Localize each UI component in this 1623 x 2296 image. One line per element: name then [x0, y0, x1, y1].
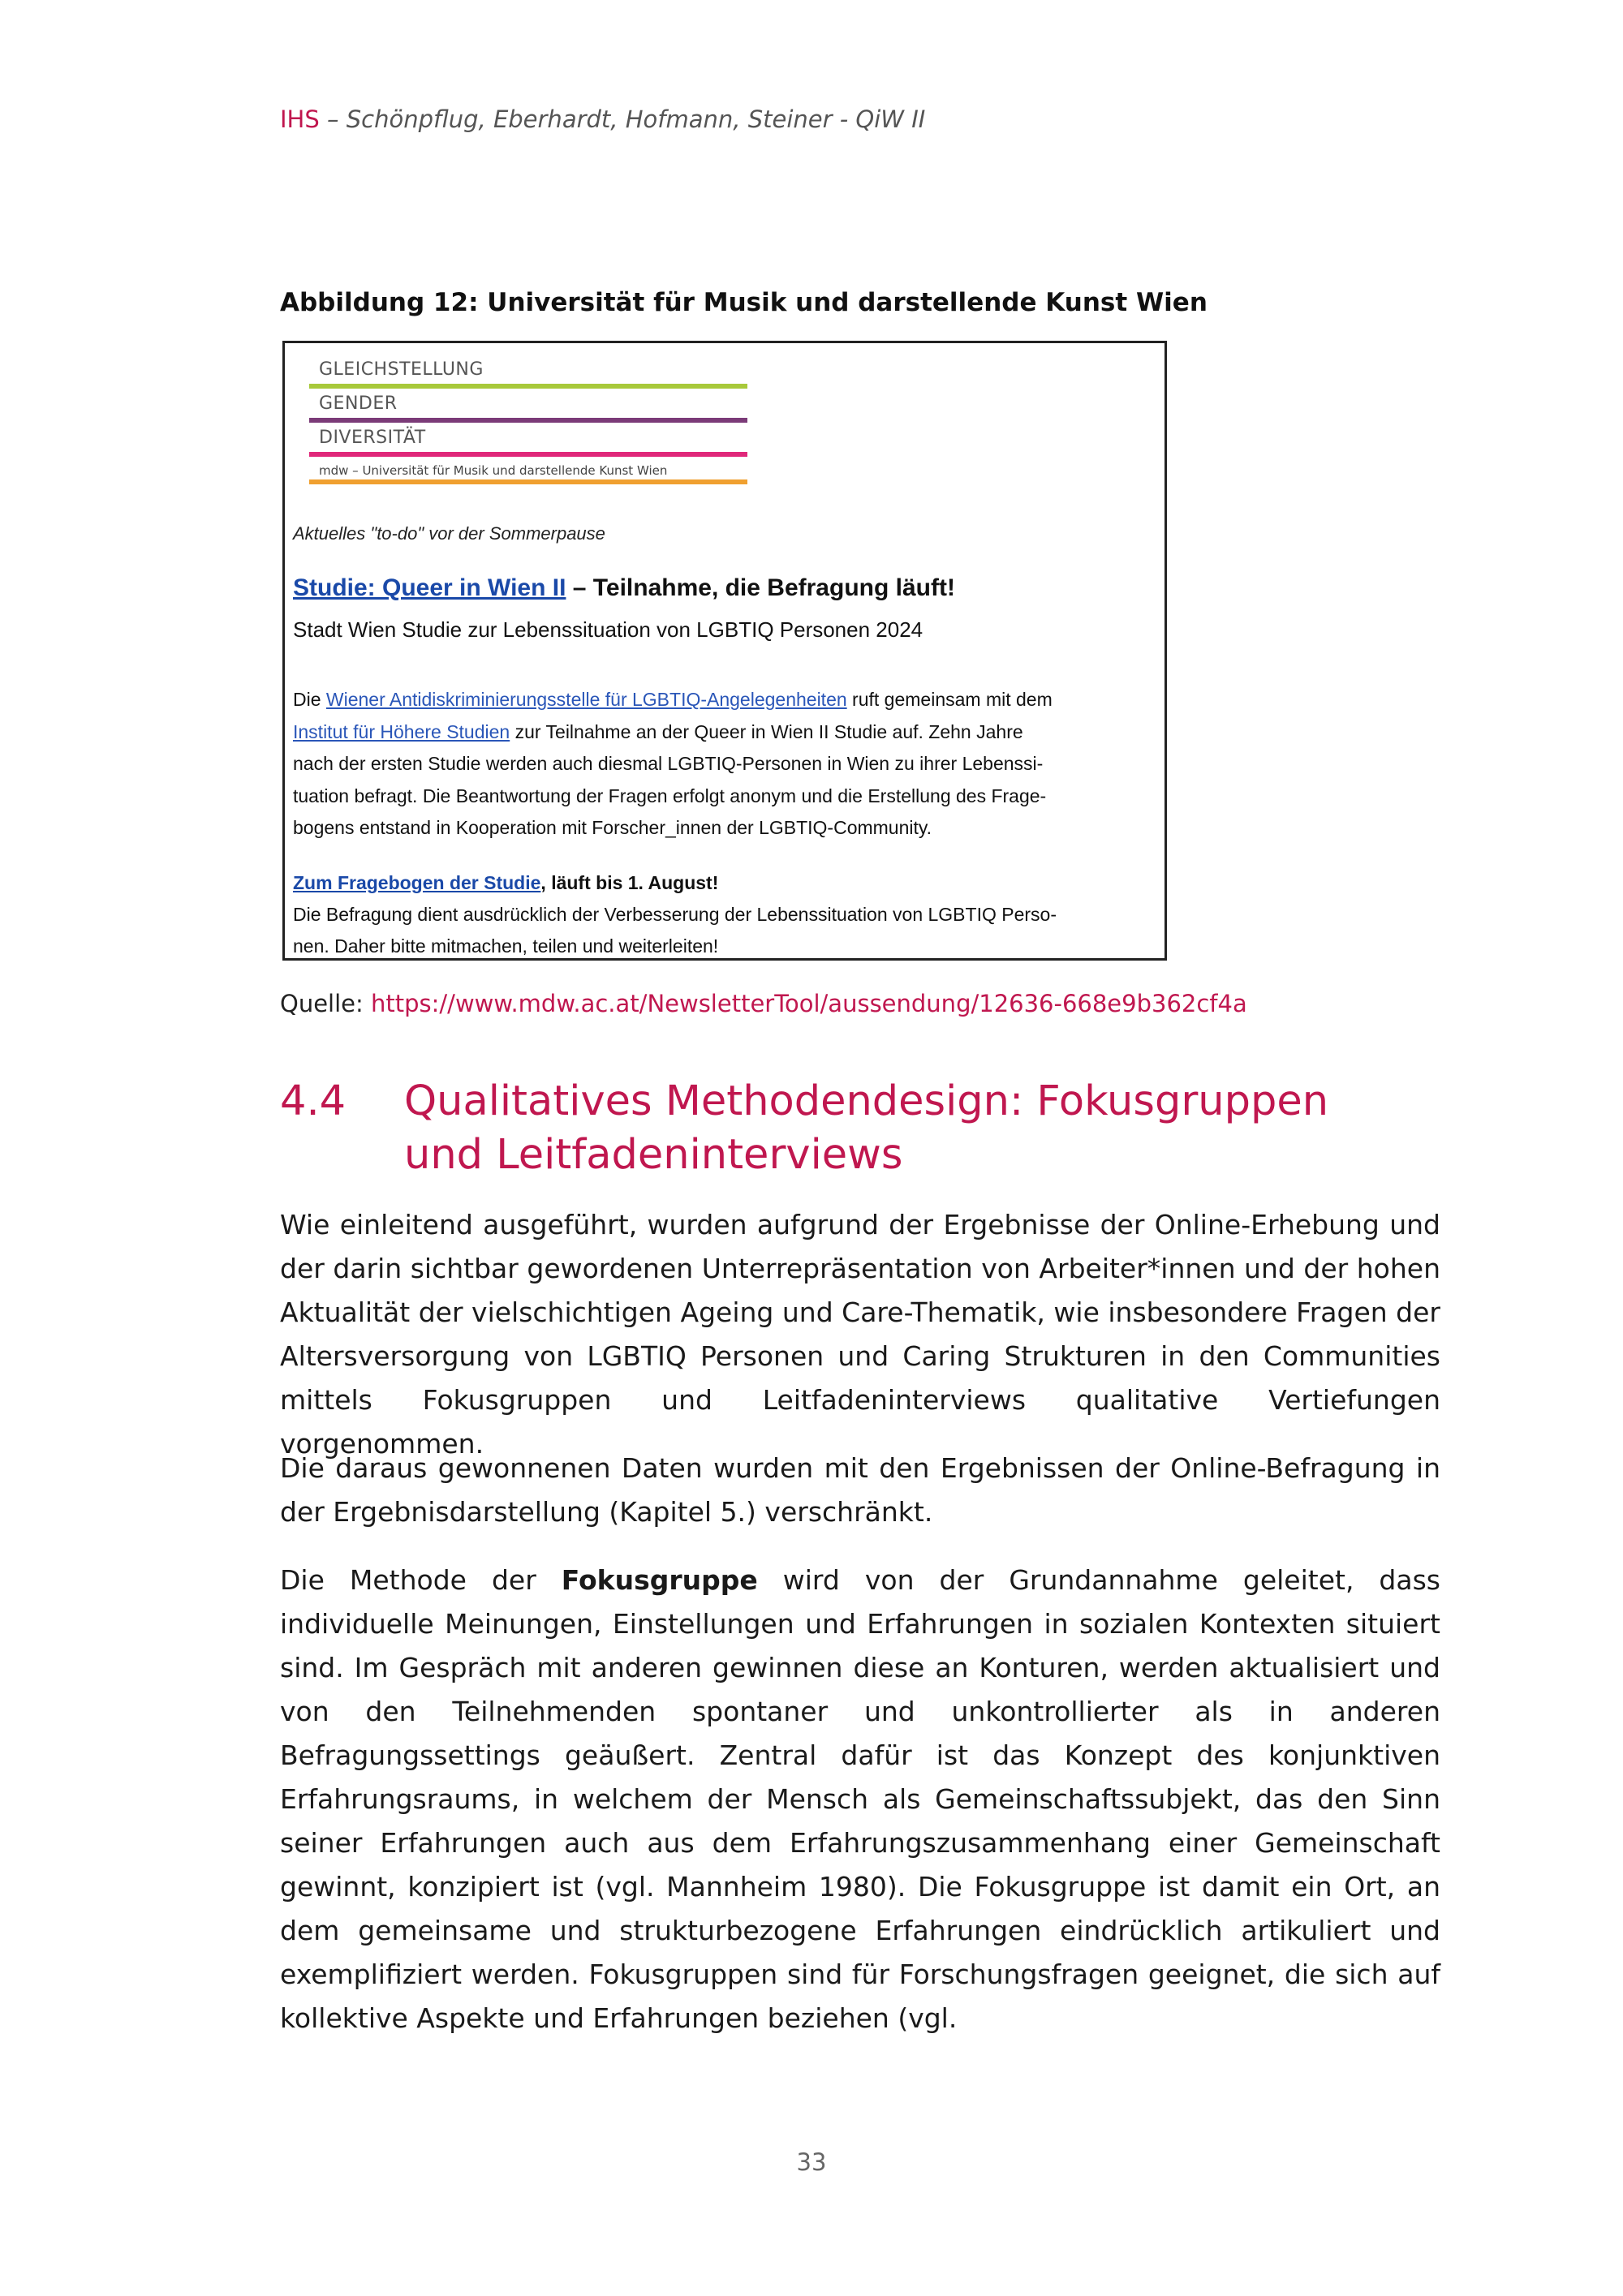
para-line-2	[293, 716, 1153, 749]
mdw-logo	[309, 358, 747, 484]
questionnaire-link[interactable]: Zum Fragebogen der Studie	[293, 872, 541, 893]
para-text: Die	[293, 689, 326, 710]
cta-line-2: Die Befragung dient ausdrücklich der Verbesserung der Lebenssituation von LGBTIQ Perso-	[293, 904, 1057, 925]
figure-caption: Abbildung 12: Universität für Musik und darstellende Kunst Wien	[280, 288, 1208, 317]
study-link[interactable]: Studie: Queer in Wien II	[293, 574, 566, 601]
para-line-1	[293, 684, 1153, 716]
source-label: Quelle:	[280, 990, 371, 1017]
para-text: zur Teilnahme an der Queer in Wien II Studie auf. Zehn Jahre	[510, 720, 1023, 742]
para-line-4: tuation befragt. Die Beantwortung der Fragen erfolgt anonym und die Erstellung des Frage-	[293, 785, 1047, 806]
p3-bold-term: Fokusgruppe	[561, 1564, 758, 1596]
headline-rest: – Teilnahme, die Befragung läuft!	[566, 574, 955, 601]
logo-row-gender	[309, 392, 747, 426]
para-line-5: bogens entstand in Kooperation mit Forscher_innen der LGBTIQ-Community.	[293, 817, 932, 838]
para-line-3: nach der ersten Studie werden auch diesmal LGBTIQ-Personen in Wien zu ihrer Lebenssi-	[293, 753, 1044, 774]
p3-text: Die Methode der	[280, 1564, 562, 1596]
newsletter-headline	[293, 574, 1153, 602]
body-paragraph-3	[280, 1559, 1440, 2040]
header-org: IHS	[280, 105, 320, 133]
logo-subline-text: mdw – Universität für Musik und darstellende Kunst Wien	[319, 463, 668, 478]
cta-line-1	[293, 867, 1153, 899]
section-number: 4.4	[280, 1077, 347, 1125]
source-link[interactable]: https://www.mdw.ac.at/NewsletterTool/aussendung/12636-668e9b362cf4a	[371, 990, 1247, 1017]
newsletter-paragraph	[293, 684, 1153, 845]
newsletter-cta	[293, 867, 1153, 962]
body-paragraph-1: Wie einleitend ausgeführt, wurden aufgrund der Ergebnisse der Online-Erhebung und der darin sichtbar gewordenen Unterrepräsentation von Arbeiter*innen und der hohen Aktualität der vielschichtigen Ageing und Care-Thematik, wie insbesondere Fragen der Altersversorgung von LGBTIQ Personen und Caring Strukturen in den Communities mittels Fokusgruppen und Leitfadeninterviews qualitative Vertiefungen vorgenommen.	[280, 1209, 1440, 1460]
body-paragraph-2: Die daraus gewonnenen Daten wurden mit den Ergebnissen der Online-Befragung in der Ergebnisdarstellung (Kapitel 5.) verschränkt.	[280, 1452, 1440, 1528]
logo-subline	[309, 460, 747, 484]
logo-label: GLEICHSTELLUNG	[319, 359, 484, 380]
logo-label: DIVERSITÄT	[319, 428, 426, 448]
logo-bar-pink	[309, 452, 747, 457]
antidiskriminierungsstelle-link[interactable]: Wiener Antidiskriminierungsstelle für LGBTIQ-Angelegenheiten	[325, 689, 847, 710]
logo-bar-purple	[309, 418, 747, 423]
page-number: 33	[796, 2148, 827, 2176]
section-title: Qualitatives Methodendesign: Fokusgruppen und Leitfadeninterviews	[404, 1077, 1329, 1179]
logo-row-gleichstellung	[309, 358, 747, 392]
ihs-link[interactable]: Institut für Höhere Studien	[293, 720, 510, 742]
newsletter-todo: Aktuelles "to-do" vor der Sommerpause	[293, 523, 605, 544]
logo-label: GENDER	[319, 393, 398, 414]
header-authors: – Schönpflug, Eberhardt, Hofmann, Steiner - QiW II	[319, 105, 926, 133]
figure-screenshot	[282, 341, 1167, 961]
running-header	[280, 105, 925, 133]
logo-bar-orange	[309, 479, 747, 484]
logo-row-diversitaet	[309, 426, 747, 460]
para-text: ruft gemeinsam mit dem	[846, 689, 1053, 710]
cta-line-3: nen. Daher bitte mitmachen, teilen und weiterleiten!	[293, 935, 719, 957]
cta-deadline: , läuft bis 1. August!	[540, 872, 719, 893]
logo-bar-green	[309, 384, 747, 389]
newsletter-subhead: Stadt Wien Studie zur Lebenssituation von LGBTIQ Personen 2024	[293, 617, 923, 642]
figure-source	[280, 990, 1247, 1017]
p3-text: wird von der Grundannahme geleitet, dass individuelle Meinungen, Einstellungen und Erfahrungen in sozialen Kontexten situiert sind. Im Gespräch mit anderen gewinnen diese an Konturen, werden aktualisiert und von den Teilnehmenden spontaner und unkontrollierter als in anderen Befragungssettings geäußert. Zentral dafür ist das Konzept des konjunktiven Erfahrungsraums, in welchem der Mensch als Gemeinschaftssubjekt, das den Sinn seiner Erfahrungen auch aus dem Erfahrungszusammenhang einer Gemeinschaft gewinnt, konzipiert ist (vgl. Mannheim 1980). Die Fokusgruppe ist damit ein Ort, an dem gemeinsame und strukturbezogene Erfahrungen eindrücklich artikuliert und exemplifiziert werden. Fokusgruppen sind für Forschungsfragen geeignet, die sich auf kollektive Aspekte und Erfahrungen beziehen (vgl.	[280, 1564, 1440, 2034]
